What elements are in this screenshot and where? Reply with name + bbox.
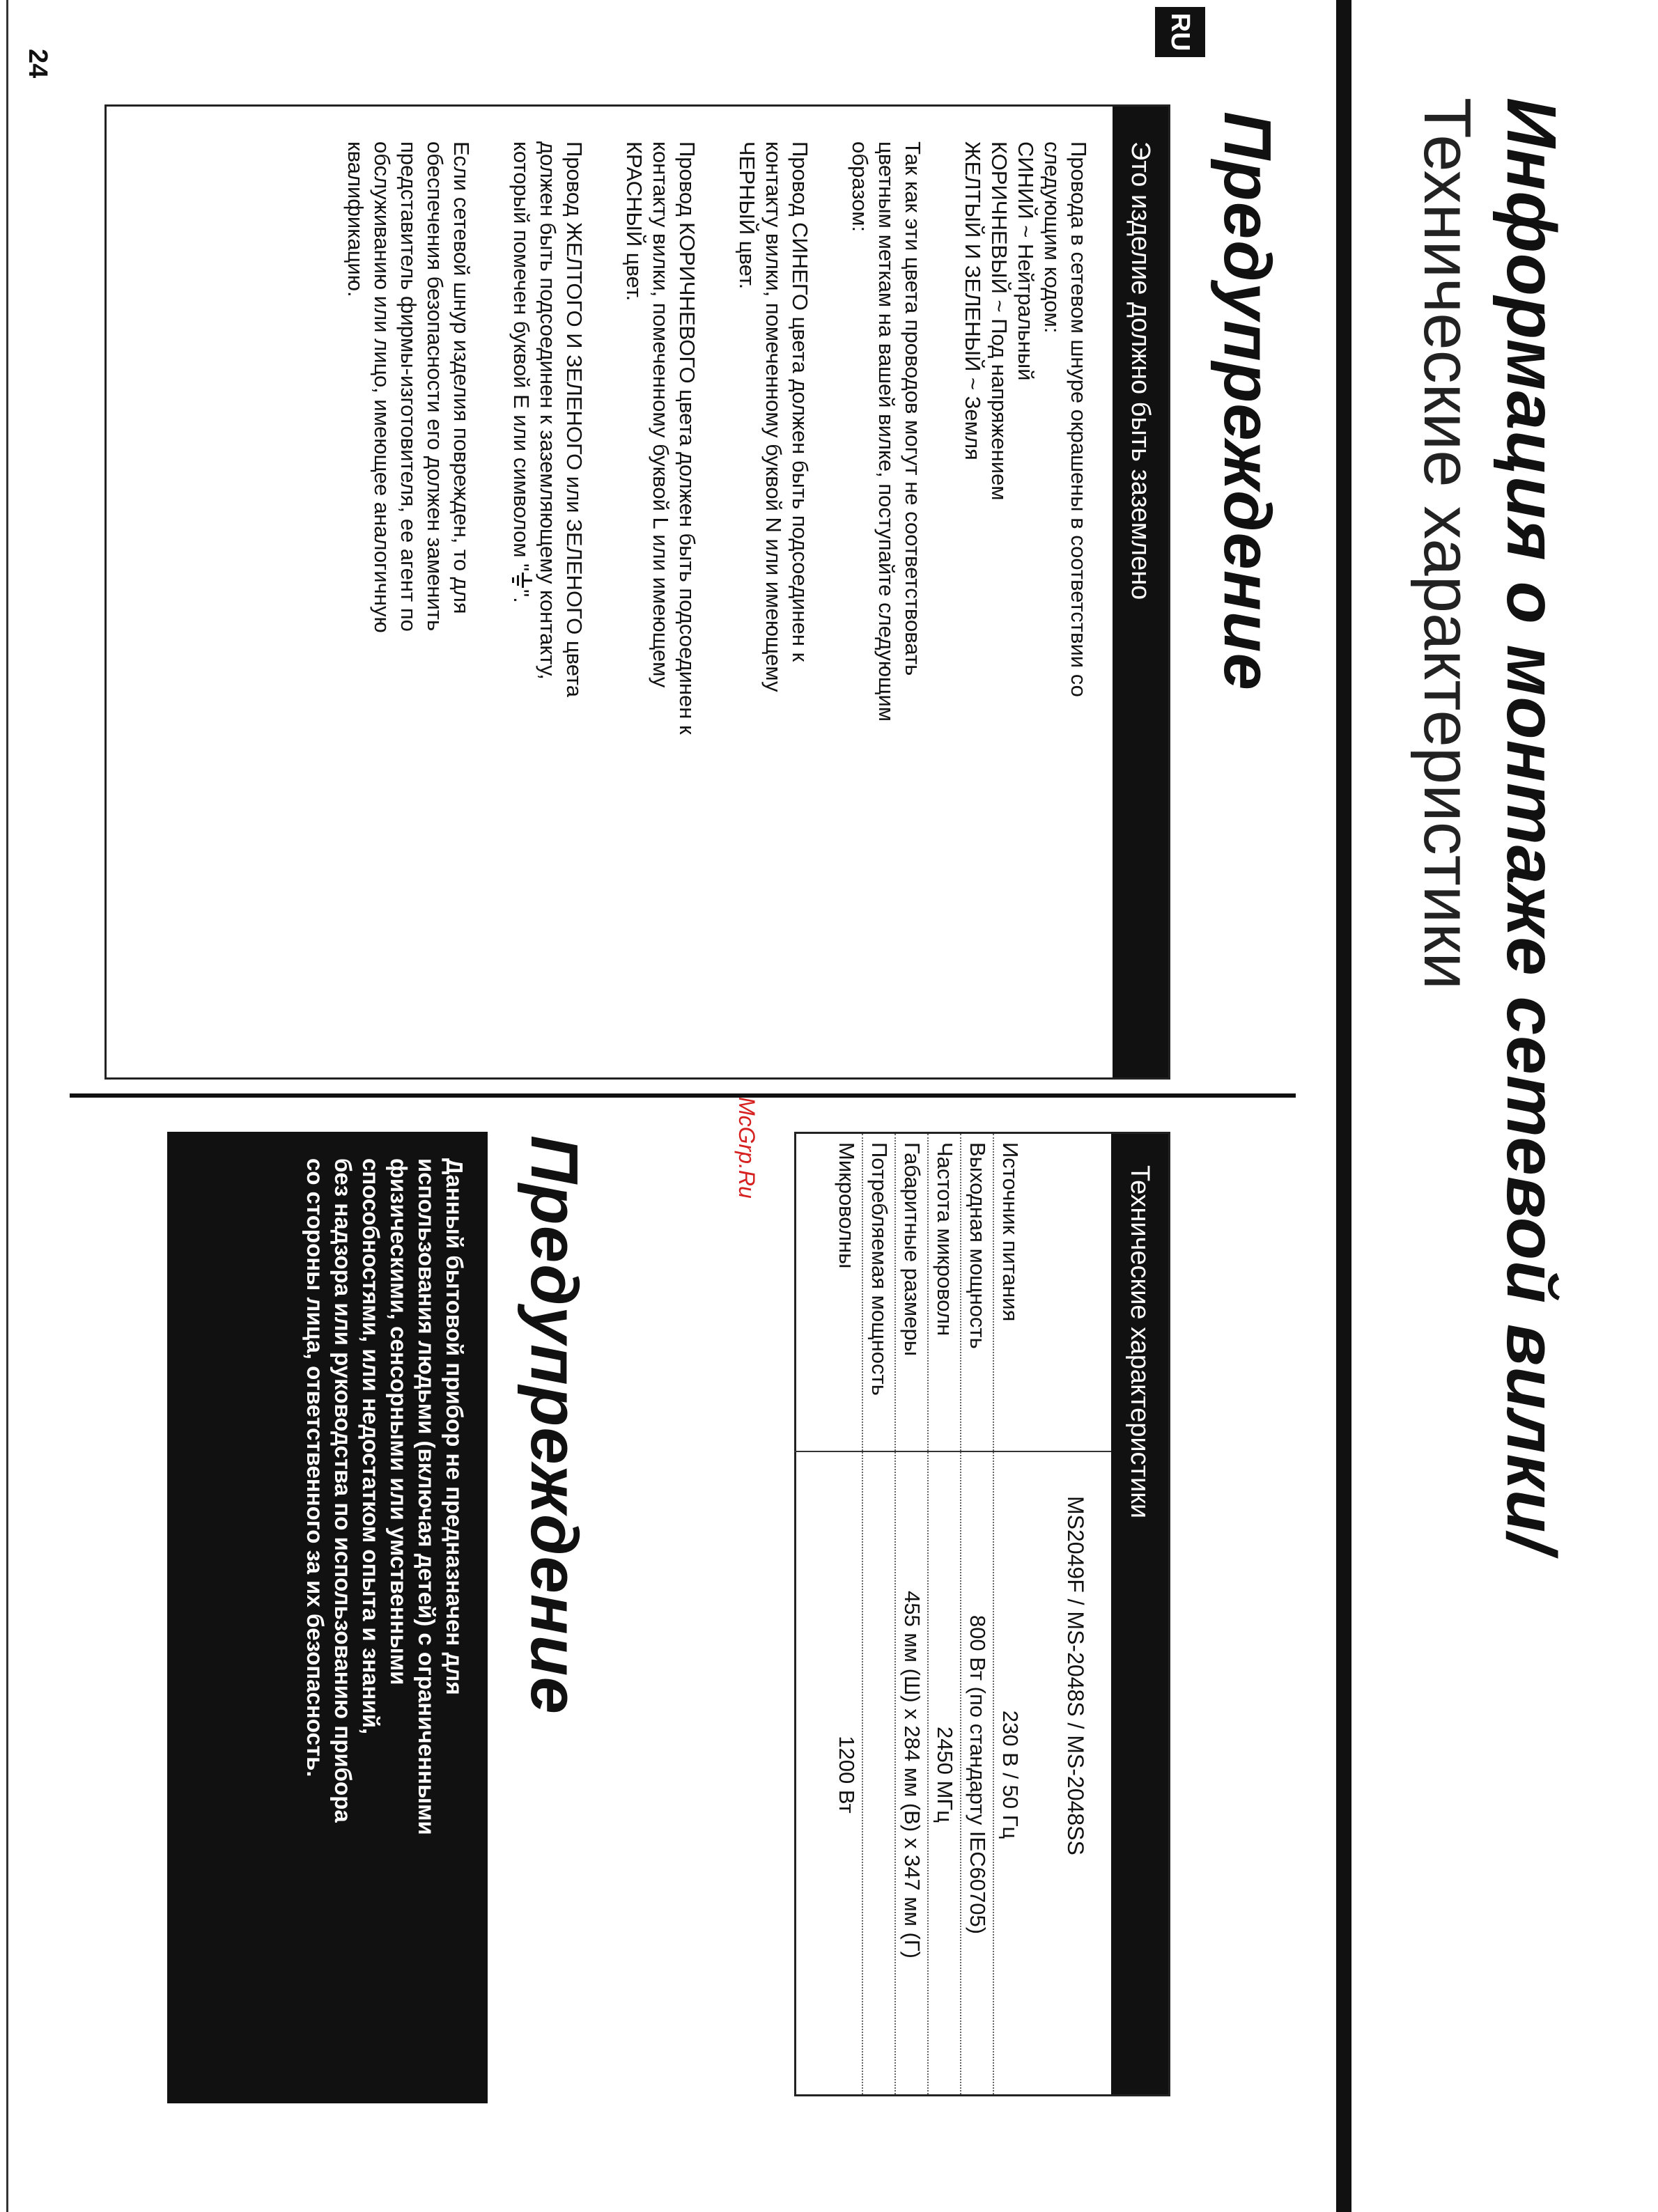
column-divider	[70, 1093, 1296, 1098]
page-heading-light: Технические характеристики	[1410, 98, 1485, 990]
grounding-box	[104, 104, 1170, 1080]
grounding-text	[309, 141, 1092, 1047]
blue-wire-paragraph: Провод СИНЕГО цвета должен быть подсоединен к контакту вилки, помеченному буквой N или имеющему ЧЕРНЫЙ цвет.	[735, 141, 812, 692]
page-edge-line	[6, 0, 8, 2212]
page-number: 24	[23, 49, 52, 79]
page-heading-bold: Информация о монтаже сетевой вилки/	[1492, 98, 1570, 1554]
specifications-bar: Технические характеристики	[1111, 1134, 1168, 2094]
table-row: Потребляемая мощность	[862, 1134, 894, 2094]
brown-wire-paragraph: Провод КОРИЧНЕВОГО цвета должен быть подсоединен к контакту вилки, помеченному буквой L или имеющему КРАСНЫЙ цвет.	[622, 141, 699, 735]
earth-ground-icon	[510, 573, 532, 588]
usage-warning-title: Предупреждение	[517, 1135, 591, 1715]
earth-wire-paragraph: Провод ЖЕЛТОГО И ЗЕЛЕНОГО или ЗЕЛЕНОГО цвета должен быть подсоединен к заземляющему контакту, который помечен буквой E или символом " ".	[509, 141, 587, 698]
grounding-warning-title: Предупреждение	[1210, 111, 1285, 691]
table-row: Габаритные размеры 455 мм (Ш) x 284 мм (В) x 347 мм (Г)	[894, 1134, 927, 2094]
table-row: Источник питания 230 В / 50 Гц	[993, 1134, 1025, 2094]
table-row: Микроволны 1200 Вт	[835, 1142, 859, 1814]
damaged-cord-paragraph: Если сетевой шнур изделия поврежден, то для обеспечения безопасности его должен заменить представитель фирмы-изготовителя, ее агент по обслуживанию или лицо, имеющее аналогичную квалификацию.	[343, 141, 474, 633]
wire-colors-paragraph: Провода в сетевом шнуре окрашены в соответствии со следующим кодом: СИНИЙ ~ Нейтральный КОРИЧНЕВЫЙ ~ Под напряжением ЖЕЛТЫЙ И ЗЕЛЕНЫЙ ~ Земля	[961, 141, 1091, 697]
table-row: Частота микроволн 2450 МГц	[927, 1134, 960, 2094]
specifications-table	[794, 1132, 1170, 2096]
table-row: Выходная мощность 800 Вт (по стандарту IEC60705)	[960, 1134, 993, 2094]
usage-warning-box	[167, 1132, 488, 2103]
watermark: McGrp.Ru	[734, 1097, 759, 1199]
grounding-bar: Это изделие должно быть заземлено	[1113, 107, 1168, 1077]
usage-warning-text: Данный бытовой прибор не предназначен для использования людьми (включая детей) с ограниченными физическими, сенсорными или умственными способностями, или недостатком опыта и знаний, без надзора или руководства по использованию прибора со стороны лица, ответственного за их безопасность.	[302, 1158, 467, 1835]
color-mismatch-paragraph: Так как эти цвета проводов могут не соответствовать цветным меткам на вашей вилке, поступайте следующим образом:	[848, 141, 925, 722]
heading-rule	[1336, 0, 1351, 2212]
model-numbers: MS2049F / MS-2048S / MS-2048SS	[1063, 1496, 1088, 1855]
language-badge: RU	[1155, 7, 1205, 57]
